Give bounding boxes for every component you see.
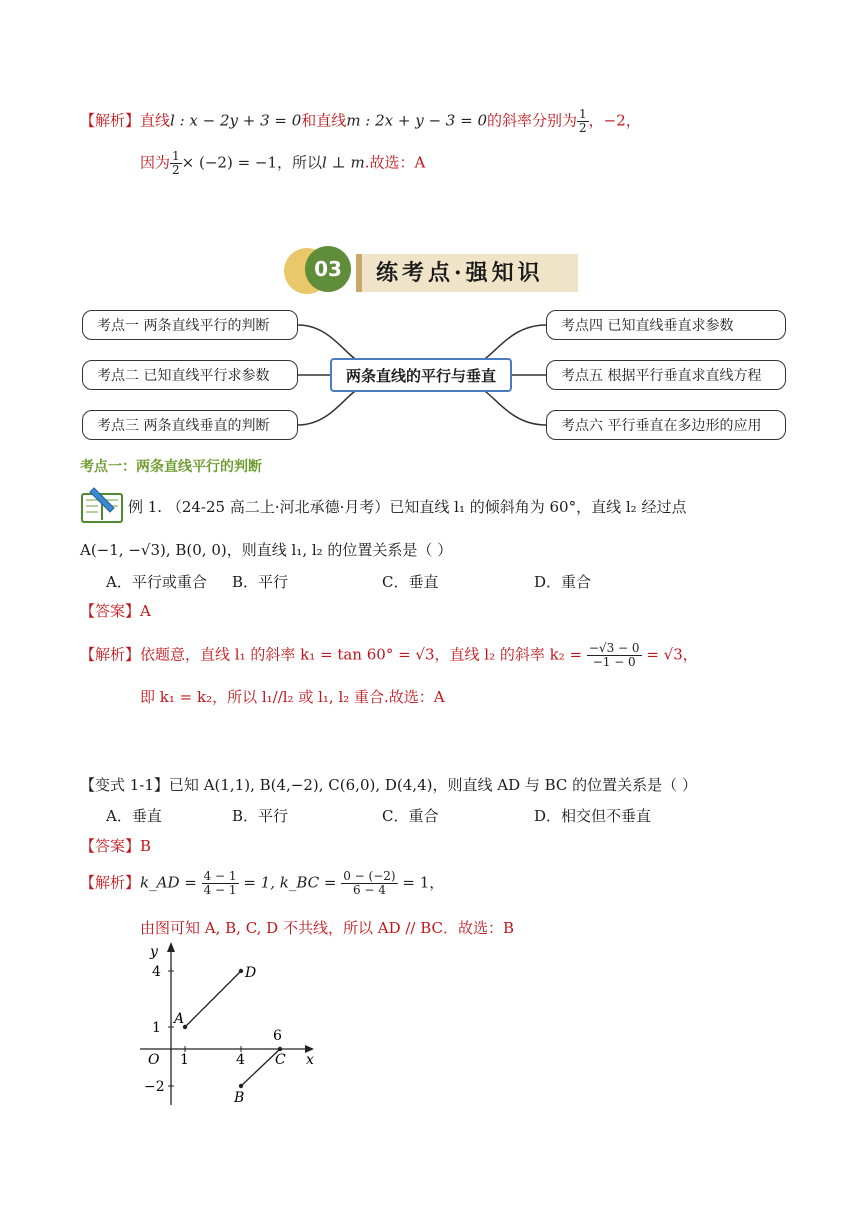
example1-stem-line1: 例 1. （24-25 高二上·河北承德·月考）已知直线 l₁ 的倾斜角为 60°，直线 l₂ 经过点 (128, 498, 687, 516)
fraction: $\frac{1}{2}$ (172, 149, 180, 177)
variant1-solution-line1: 【解析】k_AD = $\frac{4 - 1}{4 - 1}$ = 1, k_BC = $\frac{0 - (-2)}{6 - 4}$ = 1， (80, 869, 445, 897)
mindmap-node-topic-5[interactable]: 考点五 根据平行垂直求直线方程 (546, 360, 786, 390)
x-axis-label: x (306, 1052, 314, 1068)
y-axis-label: y (150, 944, 158, 960)
mindmap-node-topic-4[interactable]: 考点四 已知直线垂直求参数 (546, 310, 786, 340)
section-banner: 练考点·强知识 (356, 254, 578, 292)
solution-tag: 【解析】 (80, 645, 141, 664)
example1-solution-line2: 即 k₁ = k₂，所以 l₁//l₂ 或 l₁, l₂ 重合.故选：A (140, 688, 445, 706)
y-axis-arrow (167, 942, 175, 952)
origin-label: O (148, 1052, 160, 1068)
example1-solution-line1: 【解析】依题意，直线 l₁ 的斜率 k₁ = tan 60° = √3，直线 l₂ 的斜率 k₂ = $\frac{-√3 - 0}{-1 - 0}$ = √3， (80, 641, 698, 669)
variant1-answer: 【答案】B (80, 837, 152, 855)
fraction: $\frac{-√3 - 0}{-1 - 0}$ (588, 641, 640, 669)
point-d (239, 969, 243, 973)
top-solution-line1: 【解析】直线l : x − 2y + 3 = 0和直线m : 2x + y − 3 = 0的斜率分别为 $\frac{1}{2}$ ，−2， (80, 107, 641, 135)
variant1-option-d[interactable]: D．相交但不垂直 (534, 807, 652, 825)
tick-label-x4: 4 (236, 1052, 245, 1068)
mindmap-node-topic-3[interactable]: 考点三 两条直线垂直的判断 (82, 410, 298, 440)
point-label-d: D (245, 965, 257, 981)
example1-stem-line2: A(−1, −√3), B(0, 0)，则直线 l₁, l₂ 的位置关系是（ ） (80, 541, 453, 559)
variant1-option-c[interactable]: C．重合 (382, 807, 439, 825)
example1-option-a[interactable]: A．平行或重合 (106, 573, 207, 591)
point-label-c: C (275, 1052, 286, 1068)
tick-label-x6: 6 (273, 1028, 282, 1044)
top-solution-line2: 因为 $\frac{1}{2}$ × (−2) = −1，所以l ⊥ m.故选：A (140, 149, 426, 177)
fraction: $\frac{1}{2}$ (579, 107, 587, 135)
example1-option-c[interactable]: C．垂直 (382, 573, 439, 591)
section-badge: 03 (305, 246, 351, 292)
point-c (278, 1047, 282, 1051)
book-pencil-icon (80, 484, 124, 524)
variant1-stem: 【变式 1-1】已知 A(1,1), B(4,−2), C(6,0), D(4,4)，则直线 AD 与 BC 的位置关系是（ ） (80, 776, 697, 794)
point-b (239, 1084, 243, 1088)
mindmap-node-topic-6[interactable]: 考点六 平行垂直在多边形的应用 (546, 410, 786, 440)
topic-heading: 考点一：两条直线平行的判断 (80, 459, 262, 475)
tick-label-y1: 1 (152, 1020, 161, 1036)
example1-option-b[interactable]: B．平行 (232, 573, 289, 591)
answer-tag: 【答案】 (80, 837, 141, 855)
coordinate-graph (130, 940, 330, 1110)
tick-label-y4: 4 (152, 964, 161, 980)
fraction: $\frac{0 - (-2)}{6 - 4}$ (343, 869, 396, 897)
fraction: $\frac{4 - 1}{4 - 1}$ (203, 869, 237, 897)
tick-label-x1: 1 (180, 1052, 189, 1068)
variant1-option-b[interactable]: B．平行 (232, 807, 289, 825)
variant1-option-a[interactable]: A．垂直 (106, 807, 162, 825)
mindmap-center-node[interactable]: 两条直线的平行与垂直 (330, 358, 512, 392)
tick-label-yneg2: −2 (144, 1079, 165, 1095)
solution-tag: 【解析】 (80, 873, 141, 892)
point-label-a: A (174, 1011, 185, 1027)
segment-ad (185, 971, 241, 1027)
mindmap-node-topic-1[interactable]: 考点一 两条直线平行的判断 (82, 310, 298, 340)
solution-tag: 【解析】 (80, 111, 141, 130)
example1-answer: 【答案】A (80, 602, 151, 620)
variant1-solution-line2: 由图可知 A, B, C, D 不共线，所以 AD // BC．故选：B (140, 919, 515, 937)
point-label-b: B (234, 1090, 245, 1106)
answer-tag: 【答案】 (80, 602, 141, 620)
example1-option-d[interactable]: D．重合 (534, 573, 592, 591)
mindmap-node-topic-2[interactable]: 考点二 已知直线平行求参数 (82, 360, 298, 390)
